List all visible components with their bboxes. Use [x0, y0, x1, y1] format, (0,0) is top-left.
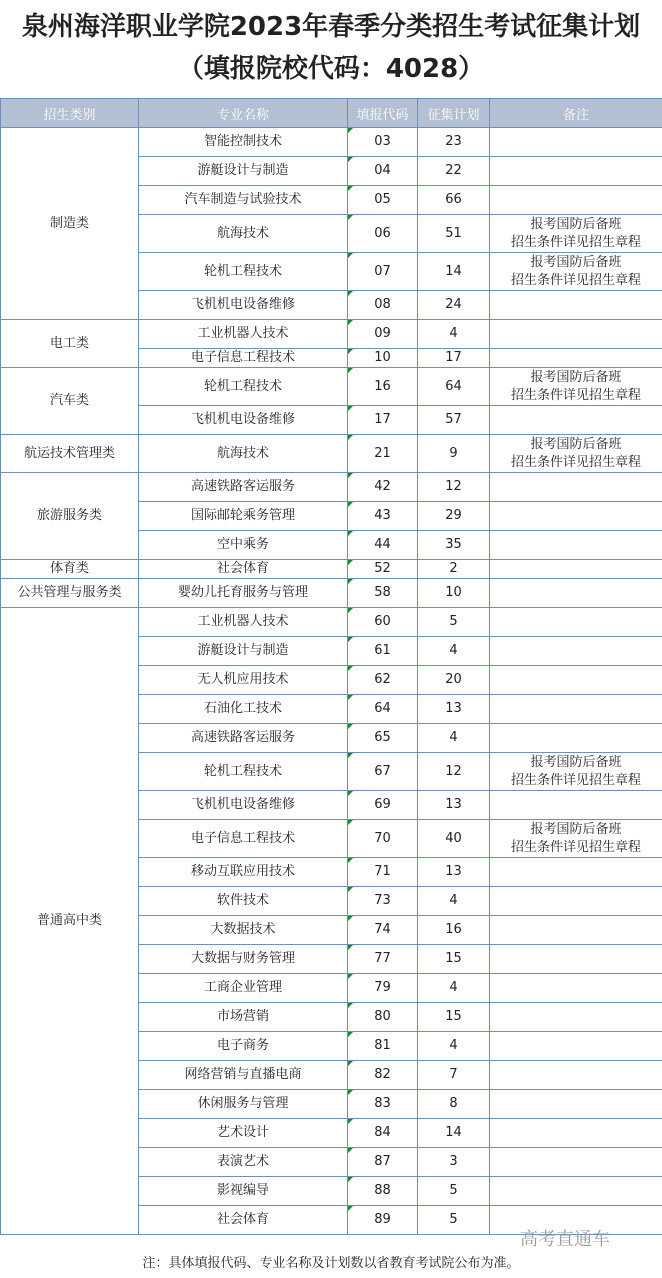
remark-cell: [490, 1177, 662, 1206]
major-cell: 市场营销: [139, 1003, 348, 1032]
remark-cell: [490, 887, 662, 916]
header-major: 专业名称: [139, 99, 348, 128]
remark-cell: [490, 560, 662, 579]
plan-cell: 14: [418, 253, 490, 291]
title-line-2: （填报院校代码：4028）: [177, 54, 485, 84]
remark-cell: [490, 435, 662, 473]
major-cell: 游艇设计与制造: [139, 637, 348, 666]
major-cell: 轮机工程技术: [139, 368, 348, 406]
major-cell: 工业机器人技术: [139, 608, 348, 637]
plan-cell: 9: [418, 435, 490, 473]
category-cell: 制造类: [1, 128, 139, 320]
table-row: [1, 473, 662, 502]
major-cell: 高速铁路客运服务: [139, 473, 348, 502]
code-cell: 07: [348, 253, 418, 291]
code-cell: 64: [348, 695, 418, 724]
remark-cell: [490, 253, 662, 291]
plan-cell: 4: [418, 637, 490, 666]
code-cell: 77: [348, 945, 418, 974]
plan-cell: 7: [418, 1061, 490, 1090]
major-cell: 航海技术: [139, 435, 348, 473]
major-cell: 轮机工程技术: [139, 253, 348, 291]
header-remark: 备注: [490, 99, 662, 128]
remark-cell: [490, 858, 662, 887]
major-cell: 网络营销与直播电商: [139, 1061, 348, 1090]
code-cell: 16: [348, 368, 418, 406]
major-cell: 国际邮轮乘务管理: [139, 502, 348, 531]
table-row: [1, 435, 662, 473]
major-cell: 工商企业管理: [139, 974, 348, 1003]
table-row: [1, 320, 662, 349]
major-cell: 休闲服务与管理: [139, 1090, 348, 1119]
remark-line-2: 招生条件详见招生章程: [510, 839, 641, 855]
code-cell: 10: [348, 349, 418, 368]
category-cell: 航运技术管理类: [1, 435, 139, 473]
category-cell: 电工类: [1, 320, 139, 368]
major-cell: 电子商务: [139, 1032, 348, 1061]
code-cell: 61: [348, 637, 418, 666]
plan-cell: 10: [418, 579, 490, 608]
plan-cell: 29: [418, 502, 490, 531]
remark-cell: [490, 608, 662, 637]
major-cell: 电子信息工程技术: [139, 820, 348, 858]
plan-cell: 4: [418, 320, 490, 349]
plan-cell: 14: [418, 1119, 490, 1148]
table-row: [1, 608, 662, 637]
remark-cell: [490, 974, 662, 1003]
plan-cell: 64: [418, 368, 490, 406]
remark-cell: [490, 531, 662, 560]
code-cell: 88: [348, 1177, 418, 1206]
code-cell: 79: [348, 974, 418, 1003]
category-cell: 普通高中类: [1, 608, 139, 1235]
code-cell: 08: [348, 291, 418, 320]
major-cell: 石油化工技术: [139, 695, 348, 724]
plan-cell: 4: [418, 724, 490, 753]
major-cell: 汽车制造与试验技术: [139, 186, 348, 215]
table-body: [1, 128, 662, 1235]
major-cell: 智能控制技术: [139, 128, 348, 157]
table-row: [1, 560, 662, 579]
major-cell: 无人机应用技术: [139, 666, 348, 695]
remark-cell: [490, 637, 662, 666]
major-cell: 飞机机电设备维修: [139, 791, 348, 820]
remark-line-2: 招生条件详见招生章程: [510, 234, 641, 250]
code-cell: 06: [348, 215, 418, 253]
table-header-row: [1, 99, 662, 128]
major-cell: 游艇设计与制造: [139, 157, 348, 186]
remark-line-1: 报考国防后备班: [530, 821, 622, 837]
remark-cell: [490, 186, 662, 215]
remark-line-2: 招生条件详见招生章程: [510, 454, 641, 470]
header-plan: 征集计划: [418, 99, 490, 128]
table-row: [1, 128, 662, 157]
table-row: [1, 579, 662, 608]
plan-cell: 66: [418, 186, 490, 215]
category-cell: 体育类: [1, 560, 139, 579]
major-cell: 航海技术: [139, 215, 348, 253]
plan-cell: 5: [418, 608, 490, 637]
code-cell: 67: [348, 753, 418, 791]
code-cell: 70: [348, 820, 418, 858]
header-category: 招生类别: [1, 99, 139, 128]
remark-cell: [490, 916, 662, 945]
plan-cell: 2: [418, 560, 490, 579]
remark-cell: [490, 724, 662, 753]
plan-cell: 17: [418, 349, 490, 368]
plan-cell: 24: [418, 291, 490, 320]
plan-cell: 4: [418, 1032, 490, 1061]
page-title: [0, 0, 662, 98]
plan-cell: 40: [418, 820, 490, 858]
plan-cell: 3: [418, 1148, 490, 1177]
code-cell: 58: [348, 579, 418, 608]
code-cell: 80: [348, 1003, 418, 1032]
major-cell: 影视编导: [139, 1177, 348, 1206]
plan-cell: 5: [418, 1206, 490, 1235]
code-cell: 73: [348, 887, 418, 916]
code-cell: 62: [348, 666, 418, 695]
plan-cell: 15: [418, 1003, 490, 1032]
plan-cell: 23: [418, 128, 490, 157]
major-cell: 轮机工程技术: [139, 753, 348, 791]
plan-cell: 5: [418, 1177, 490, 1206]
remark-cell: [490, 579, 662, 608]
plan-cell: 35: [418, 531, 490, 560]
remark-cell: [490, 502, 662, 531]
remark-line-2: 招生条件详见招生章程: [510, 272, 641, 288]
code-cell: 82: [348, 1061, 418, 1090]
major-cell: 艺术设计: [139, 1119, 348, 1148]
remark-cell: [490, 1003, 662, 1032]
footnote: 注：具体填报代码、专业名称及计划数以省教育考试院公布为准。: [0, 1250, 662, 1278]
category-cell: 汽车类: [1, 368, 139, 435]
code-cell: 09: [348, 320, 418, 349]
plan-cell: 16: [418, 916, 490, 945]
category-cell: 旅游服务类: [1, 473, 139, 560]
major-cell: 高速铁路客运服务: [139, 724, 348, 753]
code-cell: 60: [348, 608, 418, 637]
code-cell: 71: [348, 858, 418, 887]
enrollment-plan-table: [0, 98, 662, 1235]
remark-cell: [490, 473, 662, 502]
remark-cell: [490, 695, 662, 724]
code-cell: 44: [348, 531, 418, 560]
remark-cell: [490, 820, 662, 858]
remark-cell: [490, 215, 662, 253]
plan-cell: 22: [418, 157, 490, 186]
remark-cell: [490, 1119, 662, 1148]
remark-cell: [490, 1032, 662, 1061]
title-line-1: 泉州海洋职业学院2023年春季分类招生考试征集计划: [21, 12, 641, 42]
code-cell: 42: [348, 473, 418, 502]
plan-cell: 51: [418, 215, 490, 253]
code-cell: 05: [348, 186, 418, 215]
remark-cell: [490, 1061, 662, 1090]
major-cell: 飞机机电设备维修: [139, 406, 348, 435]
plan-cell: 4: [418, 887, 490, 916]
major-cell: 大数据技术: [139, 916, 348, 945]
code-cell: 52: [348, 560, 418, 579]
category-cell: 公共管理与服务类: [1, 579, 139, 608]
plan-cell: 13: [418, 695, 490, 724]
plan-cell: 13: [418, 791, 490, 820]
code-cell: 84: [348, 1119, 418, 1148]
remark-line-1: 报考国防后备班: [530, 254, 622, 270]
remark-cell: [490, 157, 662, 186]
code-cell: 43: [348, 502, 418, 531]
remark-line-1: 报考国防后备班: [530, 216, 622, 232]
watermark: 高考直通车: [520, 1229, 610, 1250]
code-cell: 81: [348, 1032, 418, 1061]
code-cell: 87: [348, 1148, 418, 1177]
remark-line-1: 报考国防后备班: [530, 369, 622, 385]
major-cell: 电子信息工程技术: [139, 349, 348, 368]
plan-cell: 13: [418, 858, 490, 887]
remark-cell: [490, 291, 662, 320]
code-cell: 21: [348, 435, 418, 473]
remark-cell: [490, 791, 662, 820]
remark-cell: [490, 945, 662, 974]
plan-cell: 15: [418, 945, 490, 974]
major-cell: 移动互联应用技术: [139, 858, 348, 887]
major-cell: 婴幼儿托育服务与管理: [139, 579, 348, 608]
remark-line-2: 招生条件详见招生章程: [510, 772, 641, 788]
plan-cell: 4: [418, 974, 490, 1003]
plan-cell: 8: [418, 1090, 490, 1119]
plan-cell: 12: [418, 473, 490, 502]
remark-line-1: 报考国防后备班: [530, 754, 622, 770]
remark-cell: [490, 1090, 662, 1119]
remark-cell: [490, 320, 662, 349]
code-cell: 03: [348, 128, 418, 157]
remark-cell: [490, 1148, 662, 1177]
remark-cell: [490, 666, 662, 695]
code-cell: 04: [348, 157, 418, 186]
code-cell: 89: [348, 1206, 418, 1235]
major-cell: 社会体育: [139, 1206, 348, 1235]
major-cell: 软件技术: [139, 887, 348, 916]
remark-line-2: 招生条件详见招生章程: [510, 387, 641, 403]
header-code: 填报代码: [348, 99, 418, 128]
remark-cell: [490, 128, 662, 157]
major-cell: 工业机器人技术: [139, 320, 348, 349]
major-cell: 大数据与财务管理: [139, 945, 348, 974]
code-cell: 17: [348, 406, 418, 435]
remark-cell: [490, 368, 662, 406]
table-row: [1, 368, 662, 406]
remark-cell: [490, 753, 662, 791]
code-cell: 83: [348, 1090, 418, 1119]
code-cell: 74: [348, 916, 418, 945]
remark-cell: [490, 349, 662, 368]
major-cell: 空中乘务: [139, 531, 348, 560]
code-cell: 65: [348, 724, 418, 753]
plan-cell: 57: [418, 406, 490, 435]
plan-cell: 12: [418, 753, 490, 791]
remark-cell: [490, 406, 662, 435]
code-cell: 69: [348, 791, 418, 820]
plan-cell: 20: [418, 666, 490, 695]
major-cell: 社会体育: [139, 560, 348, 579]
remark-line-1: 报考国防后备班: [530, 436, 622, 452]
major-cell: 飞机机电设备维修: [139, 291, 348, 320]
major-cell: 表演艺术: [139, 1148, 348, 1177]
